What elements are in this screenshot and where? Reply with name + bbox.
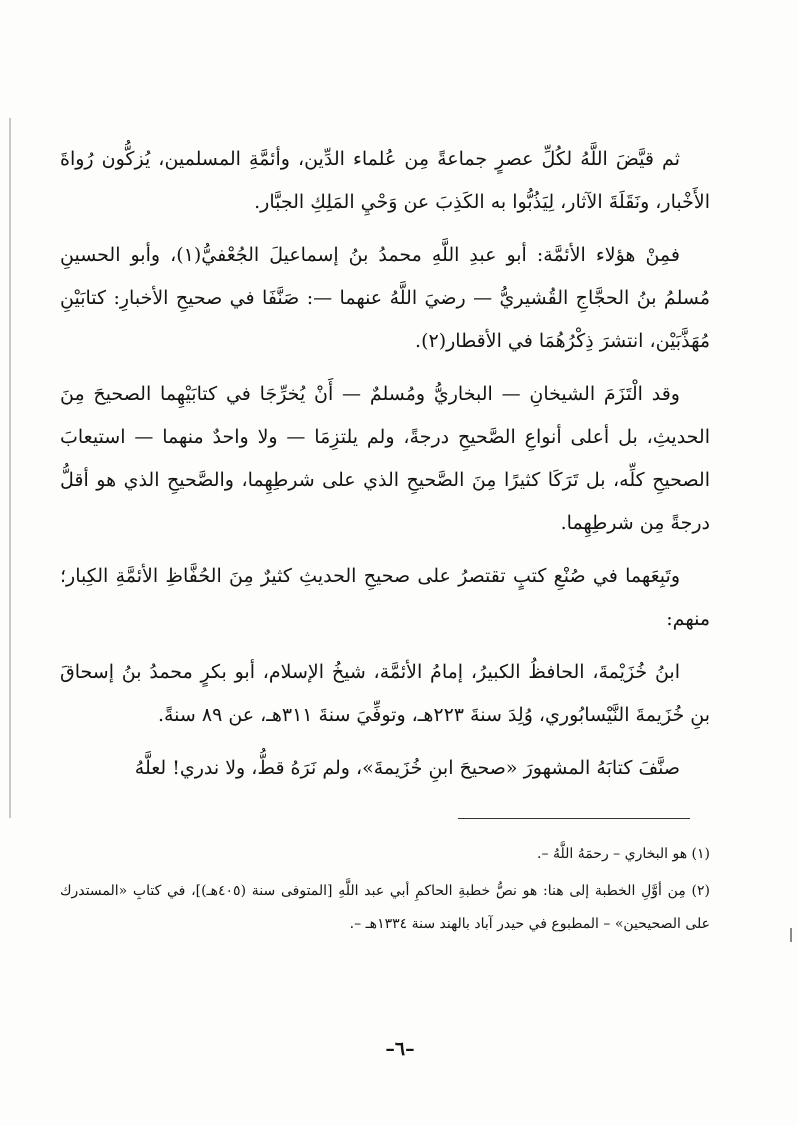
footnotes xyxy=(60,838,710,945)
paragraph-imams: فمِنْ هؤلاء الأئمَّة: أبو عبدِ اللَّهِ محمدُ بنُ إسماعيلَ الجُعْفيُّ(١)، وأبو الحسينِ مُسلمُ بنُ الحجَّاجِ القُشيريُّ — رضيَ اللَّهُ عنهما —: صَنَّفَا في صحيحِ الأخبارِ: كتابَيْنِ مُهَذَّبَيْن، انتشرَ ذِكْرُهُمَا في الأقطار(٢). xyxy=(60,244,710,352)
footnote-2: (٢) مِن أوَّلِ الخطبة إلى هنا: هو نصُّ خطبةِ الحاكمِ أبي عبد اللَّهِ [المتوفى سنة (٤٠٥هـ)]، في كتابِ «المستدرك على الصحيحين» – المطبوع في حيدر آباد بالهند سنة ١٣٣٤هـ –. xyxy=(60,883,710,932)
scan-mark xyxy=(790,928,792,942)
paragraph-sahih-ibn-khuzayma: صنَّفَ كتابَهُ المشهورَ «صحيحَ ابنِ خُزَيمةَ»، ولم نَرَهُ قطُّ، ولا ندري! لعلَّهُ xyxy=(134,757,680,779)
paragraph-ibn-khuzayma: ابنُ خُزَيْمةَ، الحافظُ الكبيرُ، إمامُ الأئمَّة، شيخُ الإسلام، أبو بكرٍ محمدُ بنُ إسحاقَ بنِ خُزَيمةَ النَّيْسابُوري، وُلِدَ سنةَ ٢٢٣هـ، وتوفِّيَ سنةَ ٣١١هـ، عن ٨٩ سنةً. xyxy=(60,661,710,726)
page-number: –٦– xyxy=(385,1038,415,1060)
paragraph-shaykhan: وقد الْتَزَمَ الشيخانِ — البخاريُّ ومُسلمٌ — أَنْ يُخرِّجَا في كتابَيْهِما الصحيحَ مِنَ الحديثِ، بل أعلى أنواعِ الصَّحيحِ درجةً، ولم يلتزِمَا — ولا واحدٌ منهما — استيعابَ الصحيحِ كلِّه، بل تَرَكَا كثيرًا مِنَ الصَّحيحِ الذي على شرطِهِما، والصَّحيحِ الذي هو أقلُّ درجةً مِن شرطِهِما. xyxy=(60,383,710,534)
footnote-divider xyxy=(458,818,690,819)
paragraph-intro: ثم قيَّضَ اللَّهُ لكُلِّ عصرٍ جماعةً مِن عُلماء الدِّين، وأئمَّةِ المسلمين، يُزكُّون رُواةَ الأَخْبار، ونَقَلَةَ الآثار، لِيَذُبُّوا به الكَذِبَ عن وَحْيِ المَلِكِ الجبَّار. xyxy=(60,148,710,213)
footnote-1: (١) هو البخاري – رحمَهُ اللَّهُ –. xyxy=(537,846,710,862)
main-text xyxy=(60,138,710,800)
scan-edge-shadow xyxy=(9,118,11,818)
paragraph-followers: وتَبِعَهما في صُنْعِ كتبٍ تقتصرُ على صحيحِ الحديثِ كثيرٌ مِنَ الحُفَّاظِ الأئمَّةِ الكِبار؛ منهم: xyxy=(60,565,710,630)
